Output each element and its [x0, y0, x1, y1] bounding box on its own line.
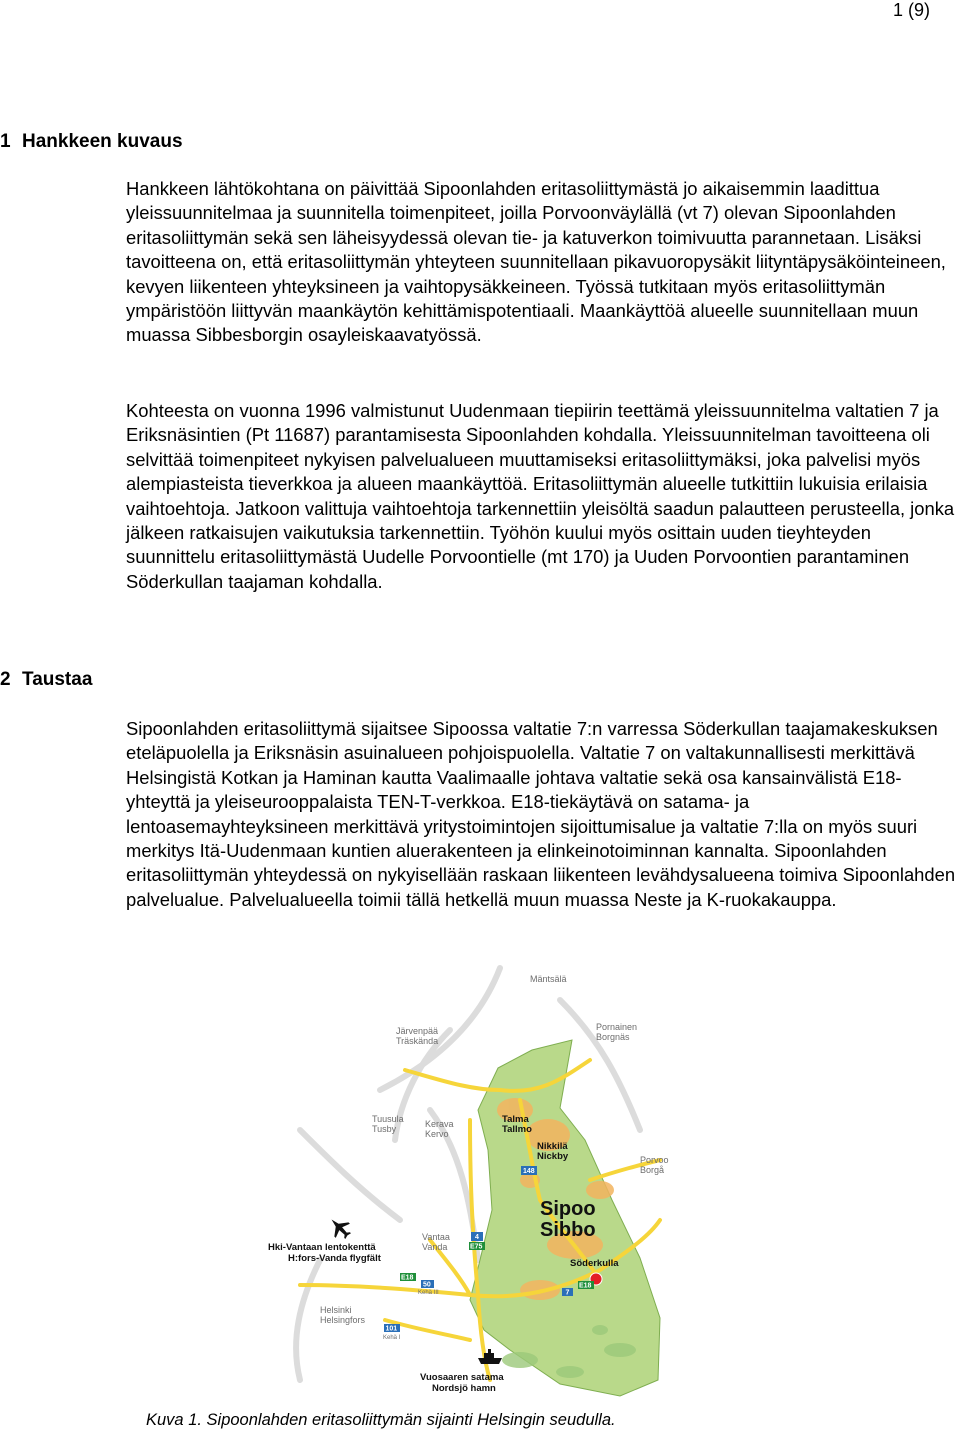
label-kervo: Kervo	[425, 1129, 449, 1139]
svg-text:E75: E75	[470, 1243, 483, 1251]
label-vuosaari-harbor-sv: Nordsjö hamn	[432, 1383, 496, 1394]
svg-text:101: 101	[385, 1325, 398, 1333]
section-2-title: Taustaa	[22, 669, 93, 690]
label-traskanda: Träskända	[396, 1036, 439, 1046]
label-borga: Borgå	[640, 1165, 665, 1175]
svg-text:4: 4	[475, 1234, 479, 1241]
label-soderkulla: Söderkulla	[570, 1258, 619, 1269]
section-2-number: 2	[0, 669, 11, 690]
road-shield-148	[521, 1166, 537, 1175]
label-tuusula: Tuusula	[372, 1114, 404, 1124]
label-vantaa: Vantaa	[422, 1232, 450, 1242]
label-mantsala: Mäntsälä	[530, 974, 567, 984]
label-porvoo: Porvoo	[640, 1155, 669, 1165]
svg-text:50: 50	[423, 1281, 431, 1289]
section-2-heading	[0, 669, 92, 691]
label-vanda: Vanda	[422, 1242, 448, 1252]
section-1-paragraph-1: Hankkeen lähtökohtana on päivittää Sipoonlahden eritasoliittymästä jo aikaisemmin laadittua yleissuunnitelmaa ja suunnitella toimenpiteet, joilla Porvoonväylällä (vt 7) olevan Sipoonlahden eritasoliittymän sekä sen läheisyydessä olevan tie- ja katuverkon toimivuutta parannetaan. Lisäksi tavoitteena on, että eritasoliittymän yhteyteen suunnitellaan pikavuoropysäkit liityntäpysäköinteineen, kevyen liikenteen yhteyksineen ja vaihtopysäkkeineen. Työssä tutkitaan myös eritasoliittymän ympäristöön liittyvän maankäytön kehittämispotentiaali. Maankäyttöä alueelle suunnitellaan muun muassa Sibbesborgin osayleiskaavatyössä.	[126, 178, 946, 346]
label-jarvenpaa: Järvenpää	[396, 1026, 439, 1036]
label-helsinki: Helsinki	[320, 1305, 352, 1315]
label-sibbo: Sibbo	[540, 1219, 596, 1241]
svg-text:E18: E18	[401, 1274, 414, 1282]
label-borgnas: Borgnäs	[596, 1032, 630, 1042]
road-shield-7	[562, 1288, 573, 1297]
label-helsingfors: Helsingfors	[320, 1315, 366, 1325]
svg-text:7: 7	[565, 1289, 570, 1297]
page-number: 1 (9)	[892, 0, 930, 20]
ship-icon	[478, 1349, 502, 1364]
label-pornainen: Pornainen	[596, 1022, 638, 1032]
label-tusby: Tusby	[372, 1124, 397, 1134]
section-1-paragraph-2: Kohteesta on vuonna 1996 valmistunut Uudenmaan tiepiirin teettämä yleissuunnitelma valtatien 7 ja Eriksnäsintien (Pt 11687) parantamisesta Sipoonlahden kohdalla. Yleissuunnitelman tavoitteena oli selvittää toimenpiteet nykyisen palvelualueen muuttamiseksi eritasoliittymäksi, joka palvelisi myös alempiasteista tieverkkoa ja alueen maankäyttöä. Eritasoliittymän alueelle tutkittiin lukuisia erilaisia vaihtoehtoja. Jatkoon valittuja vaihtoehtoja tarkennettiin yleisöltä saadun palautteen perusteella, jonka jälkeen ratkaisujen vaikutuksia tarkennettiin. Työhön kuului myös osittain uuden tieyhteyden suunnittelu eritasoliittymästä Uudelle Porvoontielle (mt 170) ja Uuden Porvoontien parantaminen Söderkullan taajaman kohdalla.	[126, 400, 955, 592]
road-shield-e18-west	[400, 1273, 416, 1282]
label-vuosaari-harbor-fi: Vuosaaren satama	[420, 1372, 504, 1383]
road-shield-101-keha-i	[383, 1324, 401, 1341]
label-talma: Talma	[502, 1114, 529, 1125]
location-map	[250, 965, 669, 1405]
label-airport-fi: Hki-Vantaan lentokenttä	[268, 1242, 376, 1253]
section-1-title: Hankkeen kuvaus	[22, 131, 183, 152]
label-nikkila: Nikkilä	[537, 1141, 568, 1152]
label-nickby: Nickby	[537, 1151, 569, 1162]
label-sipoo: Sipoo	[540, 1198, 596, 1220]
road-shield-50-keha-iii	[418, 1280, 439, 1296]
road-shield-e18-east	[578, 1281, 594, 1290]
section-1-heading	[0, 131, 183, 153]
section-2-paragraph-1: Sipoonlahden eritasoliittymä sijaitsee Sipoossa valtatie 7:n varressa Söderkullan taajamakeskuksen eteläpuolella ja Eriksnäsin asuinalueen pohjoispuolella. Valtatie 7 on valtakunnallisesti merkittävä Helsingistä Kotkan ja Haminan kautta Vaalimaalle johtava valtatie sekä osa kansainvälistä E18-yhteyttä ja yleiseurooppalaista TEN-T-verkkoa. E18-tiekäytävä on satama- ja lentoasemayhteyksineen merkittävä yritystoimintojen sijoittumisalue ja valtatie 7:lla on myös suuri merkitys Itä-Uudenmaan kuntien aluerakenteen ja elinkeinotoiminnan kannalta. Sipoonlahden eritasoliittymän yhteydessä on nykyisellään raskaan liikenteen levähdysalueena toimiva Sipoonlahden palvelualue. Palvelualueella toimii tällä hetkellä muun muassa Neste ja K-ruokakauppa.	[126, 718, 956, 910]
label-tallmo: Tallmo	[502, 1124, 532, 1135]
section-1-number: 1	[0, 131, 11, 152]
figure-caption: Kuva 1. Sipoonlahden eritasoliittymän sijainti Helsingin seudulla.	[146, 1411, 616, 1429]
label-kerava: Kerava	[425, 1119, 454, 1129]
label-airport-sv: H:fors-Vanda flygfält	[288, 1253, 381, 1264]
airplane-icon	[324, 1212, 355, 1243]
svg-text:148: 148	[523, 1168, 535, 1175]
svg-text:Kehä I: Kehä I	[383, 1335, 401, 1341]
svg-text:E18: E18	[579, 1282, 592, 1290]
svg-text:Kehä III: Kehä III	[418, 1290, 439, 1296]
